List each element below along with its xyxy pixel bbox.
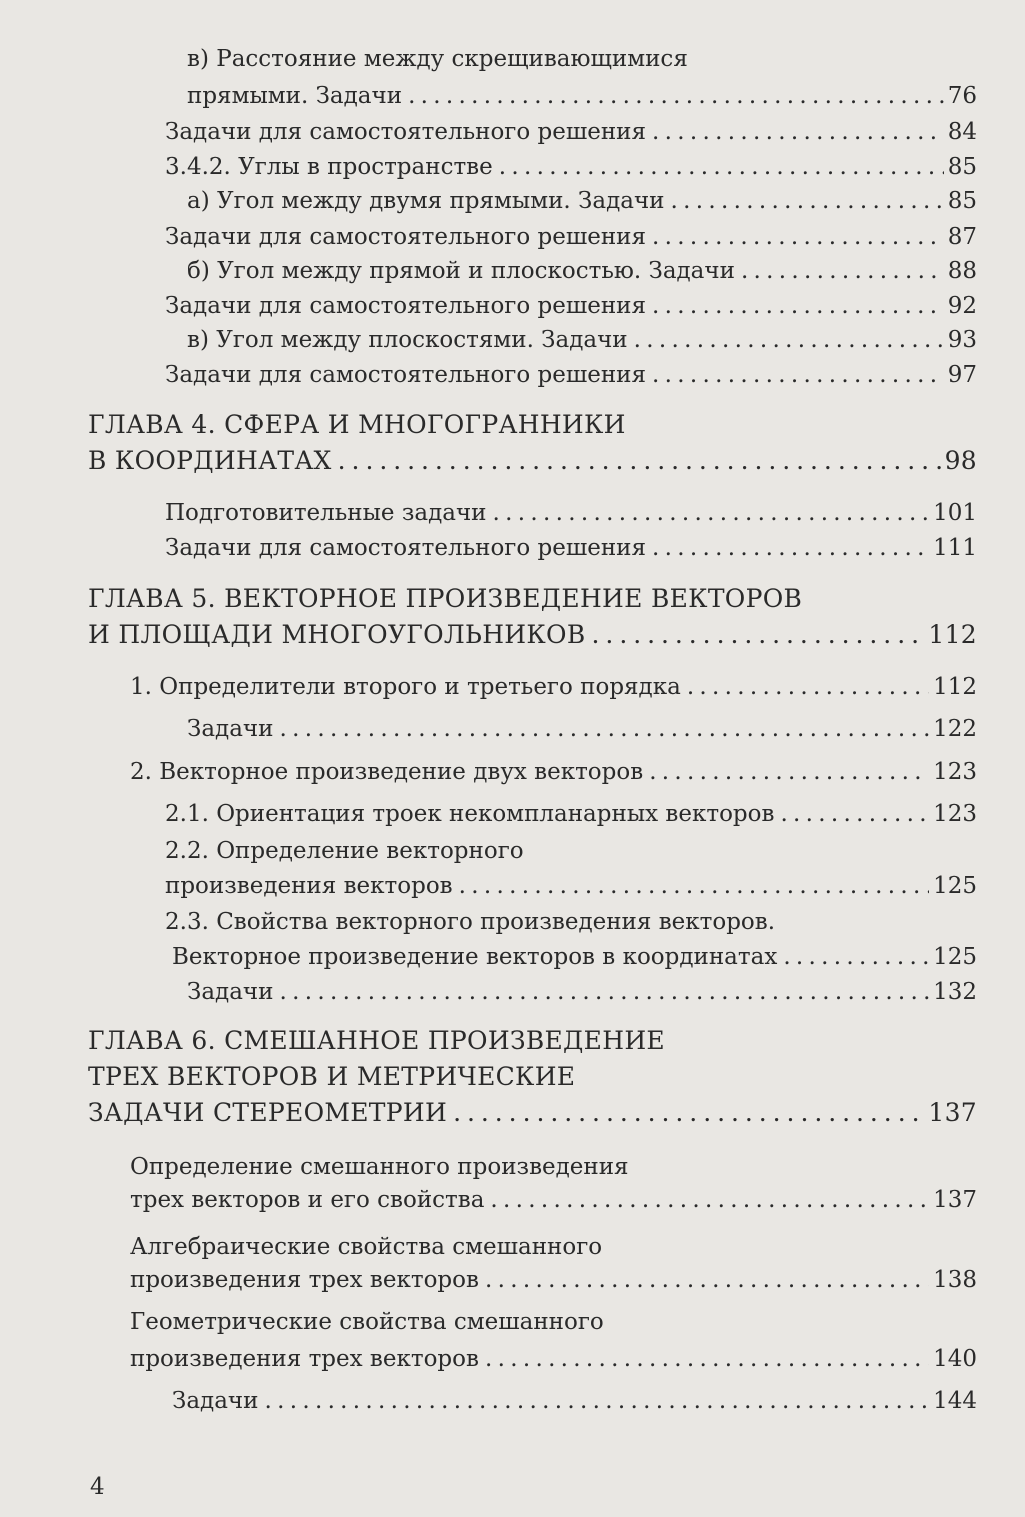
toc-entry bbox=[165, 533, 977, 563]
page-ref: 84 bbox=[947, 119, 977, 145]
entry-title: 3.4.2. Углы в пространстве bbox=[165, 154, 493, 180]
toc-entry bbox=[165, 291, 977, 321]
toc-entry bbox=[130, 672, 977, 702]
page-ref: 97 bbox=[947, 362, 977, 388]
chapter-heading: ТРЕХ ВЕКТОРОВ И МЕТРИЧЕСКИЕ bbox=[88, 1062, 576, 1091]
toc-entry bbox=[130, 757, 977, 787]
chapter-title: ЗАДАЧИ СТЕРЕОМЕТРИИ bbox=[88, 1098, 448, 1127]
page-ref: 112 bbox=[933, 674, 977, 700]
entry-title: Задачи для самостоятельного решения bbox=[165, 224, 647, 250]
toc-entry-line: Геометрические свойства смешанного bbox=[130, 1309, 604, 1335]
entry-title: б) Угол между прямой и плоскостью. Задачи bbox=[187, 258, 735, 284]
toc-entry bbox=[187, 714, 977, 744]
page-number: 4 bbox=[90, 1474, 105, 1500]
page-ref: 138 bbox=[933, 1267, 977, 1293]
page-ref: 132 bbox=[933, 979, 977, 1005]
chapter-title: В КООРДИНАТАХ bbox=[88, 446, 332, 475]
page-ref: 137 bbox=[933, 1187, 977, 1213]
entry-title: произведения трех векторов bbox=[130, 1267, 479, 1293]
page-ref: 144 bbox=[933, 1388, 977, 1414]
page-ref: 123 bbox=[933, 759, 977, 785]
page-ref: 125 bbox=[933, 873, 977, 899]
entry-title: Задачи bbox=[172, 1388, 259, 1414]
toc-entry-line: 2.2. Определение векторного bbox=[165, 838, 524, 864]
toc-entry bbox=[130, 1265, 977, 1295]
chapter-title: И ПЛОЩАДИ МНОГОУГОЛЬНИКОВ bbox=[88, 620, 586, 649]
page-ref: 125 bbox=[933, 944, 977, 970]
toc-entry bbox=[165, 117, 977, 147]
chapter-heading: ГЛАВА 5. ВЕКТОРНОЕ ПРОИЗВЕДЕНИЕ ВЕКТОРОВ bbox=[88, 584, 803, 613]
toc-entry bbox=[165, 871, 977, 901]
page-ref: 137 bbox=[928, 1098, 977, 1127]
entry-title: 2. Векторное произведение двух векторов bbox=[130, 759, 644, 785]
toc-entry-line: 2.3. Свойства векторного произведения векторов. bbox=[165, 909, 776, 935]
page-ref: 85 bbox=[947, 188, 977, 214]
entry-title: 1. Определители второго и третьего порядка bbox=[130, 674, 681, 700]
entry-title: прямыми. Задачи bbox=[187, 83, 403, 109]
entry-title: Задачи для самостоятельного решения bbox=[165, 119, 647, 145]
page-ref: 140 bbox=[933, 1346, 977, 1372]
entry-title: Задачи для самостоятельного решения bbox=[165, 535, 647, 561]
toc-entry bbox=[187, 256, 977, 286]
toc-entry bbox=[130, 1185, 977, 1215]
entry-title: произведения векторов bbox=[165, 873, 453, 899]
chapter-heading: ГЛАВА 6. СМЕШАННОЕ ПРОИЗВЕДЕНИЕ bbox=[88, 1026, 665, 1055]
page-ref: 123 bbox=[933, 801, 977, 827]
entry-title: 2.1. Ориентация троек некомпланарных векторов bbox=[165, 801, 775, 827]
toc-entry-line: Определение смешанного произведения bbox=[130, 1154, 629, 1180]
entry-title: Векторное произведение векторов в координатах bbox=[172, 944, 778, 970]
toc-entry bbox=[187, 81, 977, 111]
toc-entry bbox=[187, 186, 977, 216]
toc-entry-line: в) Расстояние между скрещивающимися bbox=[187, 46, 688, 72]
toc-entry bbox=[165, 360, 977, 390]
page-ref: 92 bbox=[947, 293, 977, 319]
toc-entry bbox=[165, 152, 977, 182]
toc-entry bbox=[130, 1344, 977, 1374]
toc-entry bbox=[187, 977, 977, 1007]
toc-entry-line: Алгебраические свойства смешанного bbox=[130, 1234, 603, 1260]
page-ref: 76 bbox=[947, 83, 977, 109]
page-ref: 98 bbox=[944, 446, 977, 475]
chapter-entry bbox=[88, 1098, 977, 1128]
page-ref: 88 bbox=[947, 258, 977, 284]
entry-title: а) Угол между двумя прямыми. Задачи bbox=[187, 188, 665, 214]
page-ref: 93 bbox=[947, 327, 977, 353]
chapter-entry bbox=[88, 620, 977, 650]
page-ref: 101 bbox=[933, 500, 977, 526]
entry-title: Задачи bbox=[187, 716, 274, 742]
entry-title: Подготовительные задачи bbox=[165, 500, 487, 526]
page-ref: 85 bbox=[947, 154, 977, 180]
page-ref: 87 bbox=[947, 224, 977, 250]
chapter-entry bbox=[88, 446, 977, 476]
page-ref: 112 bbox=[928, 620, 977, 649]
toc-entry bbox=[165, 498, 977, 528]
toc-entry bbox=[187, 325, 977, 355]
entry-title: произведения трех векторов bbox=[130, 1346, 479, 1372]
entry-title: Задачи для самостоятельного решения bbox=[165, 293, 647, 319]
page-ref: 122 bbox=[933, 716, 977, 742]
entry-title: Задачи bbox=[187, 979, 274, 1005]
toc-entry bbox=[165, 799, 977, 829]
toc-entry bbox=[172, 1386, 977, 1416]
toc-entry bbox=[172, 942, 977, 972]
entry-title: в) Угол между плоскостями. Задачи bbox=[187, 327, 628, 353]
entry-title: Задачи для самостоятельного решения bbox=[165, 362, 647, 388]
entry-title: трех векторов и его свойства bbox=[130, 1187, 485, 1213]
page-ref: 111 bbox=[933, 535, 977, 561]
chapter-heading: ГЛАВА 4. СФЕРА И МНОГОГРАННИКИ bbox=[88, 410, 626, 439]
toc-entry bbox=[165, 222, 977, 252]
